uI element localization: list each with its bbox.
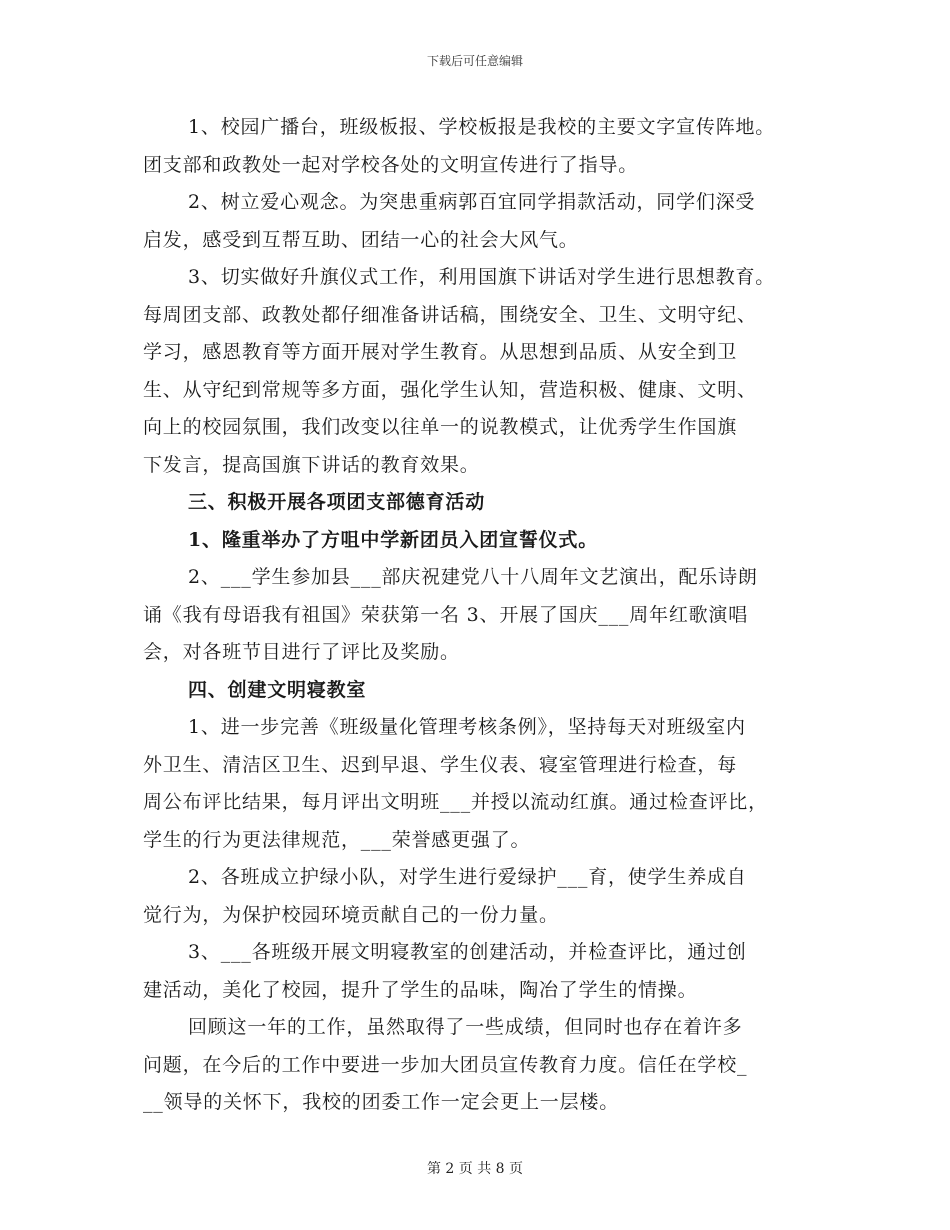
- paragraph-line: 生、从守纪到常规等多方面，强化学生认知，营造积极、健康、文明、: [143, 378, 757, 401]
- paragraph-line: 外卫生、清洁区卫生、迟到早退、学生仪表、寝室管理进行检查，每: [143, 753, 738, 776]
- paragraph-line: 2、各班成立护绿小队，对学生进行爱绿护___育，使学生养成自: [188, 866, 747, 888]
- section-heading: 三、积极开展各项团支部德育活动: [188, 491, 486, 513]
- paragraph-line: __领导的关怀下，我校的团委工作一定会更上一层楼。: [143, 1091, 620, 1113]
- paragraph-line: 问题，在今后的工作中要进一步加大团员宣传教育力度。信任在学校_: [143, 1053, 748, 1076]
- paragraph-line: 周公布评比结果，每月评出文明班___并授以流动红旗。通过检查评比，: [143, 791, 768, 813]
- section-heading: 四、创建文明寝教室: [188, 678, 367, 701]
- paragraph-line: 团支部和政教处一起对学校各处的文明宣传进行了指导。: [143, 153, 639, 176]
- paragraph-line: 回顾这一年的工作，虽然取得了一些成绩，但同时也存在着许多: [188, 1016, 743, 1038]
- paragraph-line: 3、___各班级开展文明寝教室的创建活动，并检查评比，通过创: [188, 941, 747, 963]
- paragraph-line: 下发言，提高国旗下讲话的教育效果。: [143, 453, 480, 476]
- page-number: 第 2 页 共 8 页: [426, 1161, 524, 1177]
- paragraph-line: 诵《我有母语我有祖国》荣获第一名 3、开展了国庆___周年红歌演唱: [143, 603, 749, 626]
- paragraph-line: 学习，感恩教育等方面开展对学生教育。从思想到品质、从安全到卫: [143, 341, 738, 363]
- paragraph-line: 2、___学生参加县___部庆祝建党八十八周年文艺演出，配乐诗朗: [188, 566, 758, 588]
- paragraph-line: 学生的行为更法律规范，___荣誉感更强了。: [143, 828, 531, 851]
- section-heading: 1、隆重举办了方咀中学新团员入团宣誓仪式。: [188, 528, 599, 551]
- paragraph-line: 1、进一步完善《班级量化管理考核条例》，坚持每天对班级室内: [188, 716, 746, 738]
- paragraph-line: 觉行为，为保护校园环境贡献自己的一份力量。: [143, 903, 559, 926]
- paragraph-line: 2、树立爱心观念。为突患重病郭百宜同学捐款活动，同学们深受: [188, 191, 756, 213]
- paragraph-line: 启发，感受到互帮互助、团结一心的社会大风气。: [143, 228, 579, 251]
- document-body: [143, 109, 815, 1122]
- paragraph-line: 向上的校园氛围，我们改变以往单一的说教模式，让优秀学生作国旗: [143, 416, 738, 438]
- header-note: 下载后可任意编辑: [426, 54, 523, 68]
- paragraph-line: 3、切实做好升旗仪式工作，利用国旗下讲话对学生进行思想教育。: [188, 266, 776, 288]
- paragraph-line: 会，对各班节目进行了评比及奖励。: [143, 641, 460, 663]
- paragraph-line: 建活动，美化了校园，提升了学生的品味，陶冶了学生的情操。: [143, 978, 698, 1001]
- paragraph-line: 1、校园广播台，班级板报、学校板报是我校的主要文字宣传阵地。: [188, 116, 776, 138]
- paragraph-line: 每周团支部、政教处都仔细准备讲话稿，围绕安全、卫生、文明守纪、: [143, 303, 757, 326]
